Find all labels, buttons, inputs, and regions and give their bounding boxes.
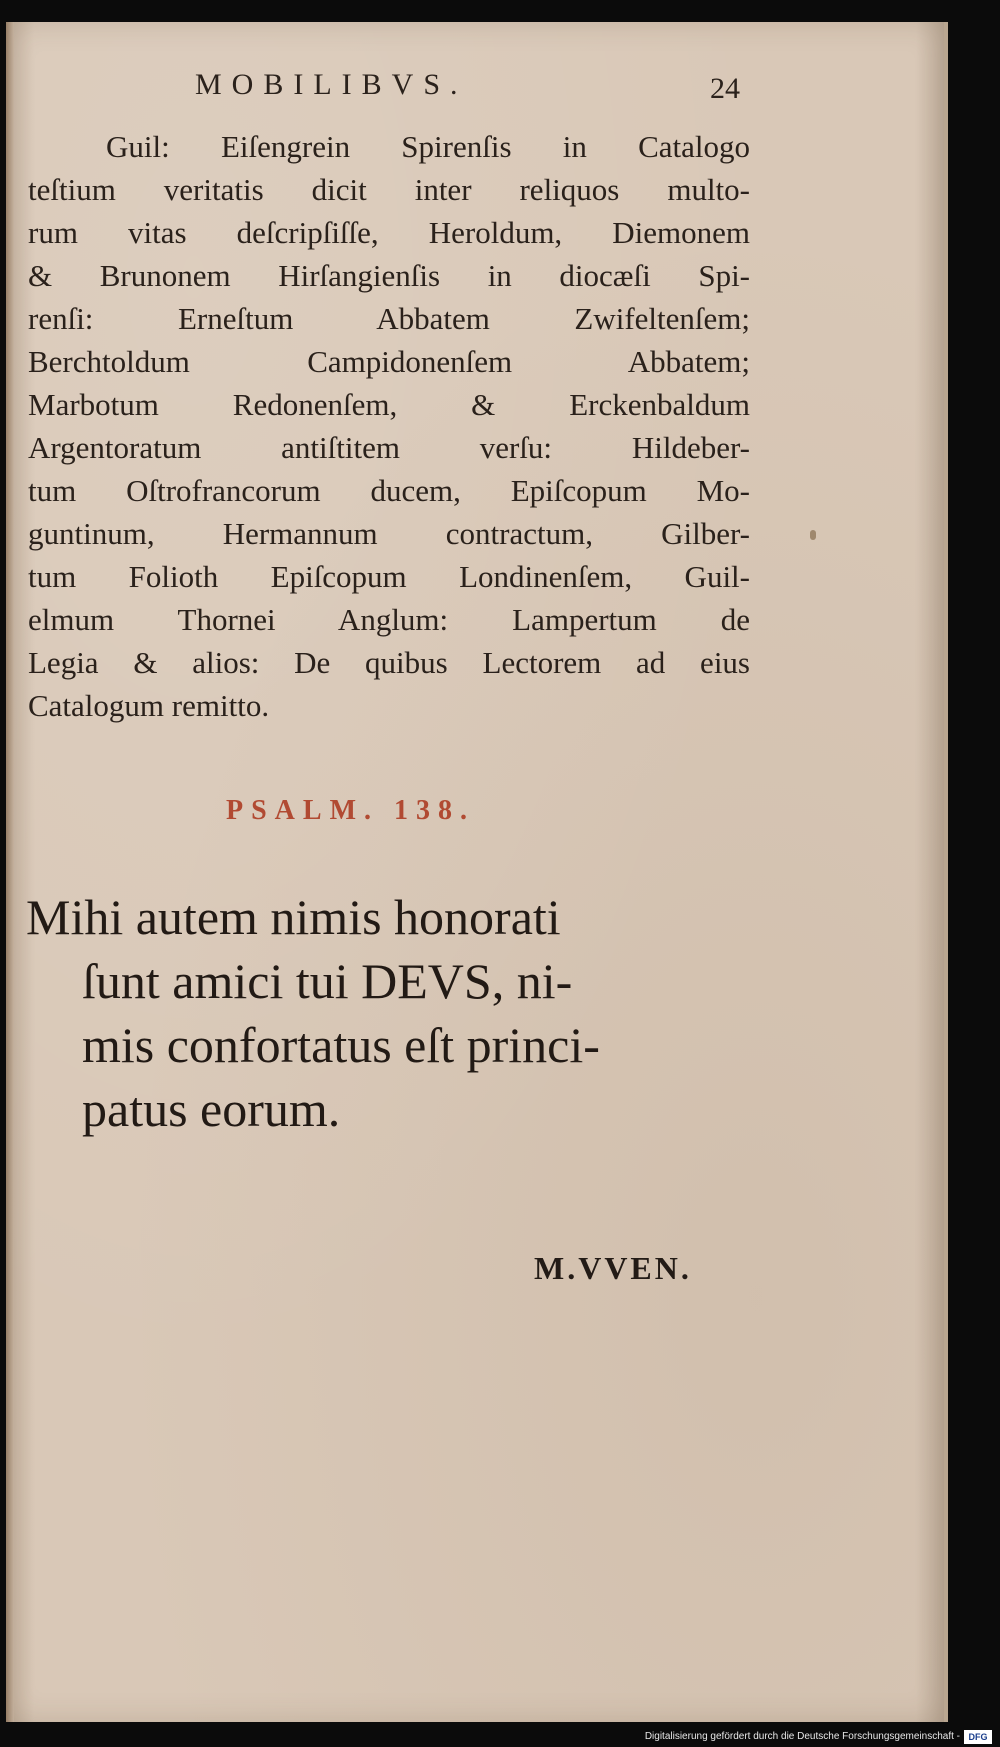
body-line: teſtium veritatis dicit inter reliquos multo- [28, 172, 750, 207]
verse-line: mis confortatus eſt princi- [82, 1017, 600, 1073]
ink-spot [810, 530, 816, 540]
body-line: Guil: Eiſengrein Spirenſis in Catalogo [106, 129, 750, 164]
body-line: tum Folioth Epiſcopum Londinenſem, Guil- [28, 559, 750, 594]
body-line: Marbotum Redonenſem, & Erckenbaldum [28, 387, 750, 422]
body-line: rum vitas deſcripſiſſe, Heroldum, Diemonem [28, 215, 750, 250]
body-line: Argentoratum antiſtitem verſu: Hildeber- [28, 430, 750, 465]
page-number: 24 [710, 72, 740, 105]
verse-line: ſunt amici tui DEVS, ni- [82, 953, 573, 1009]
body-line: Catalogum remitto. [28, 688, 270, 723]
running-head: MOBILIBVS. [195, 68, 468, 101]
body-line: & Brunonem Hirſangienſis in diocæſi Spi- [28, 258, 750, 293]
verse-line: Mihi autem nimis honorati [26, 889, 561, 945]
body-line: elmum Thornei Anglum: Lampertum de [28, 602, 750, 637]
psalm-heading: PSALM. 138. [226, 795, 475, 826]
body-line: Berchtoldum Campidonenſem Abbatem; [28, 344, 750, 379]
body-line: renſi: Erneſtum Abbatem Zwifeltenſem; [28, 301, 750, 336]
body-line: tum Oſtrofrancorum ducem, Epiſcopum Mo- [28, 473, 750, 508]
verse-line: patus eorum. [82, 1081, 341, 1137]
body-paragraph [28, 125, 750, 727]
body-line: Legia & alios: De quibus Lectorem ad eius [28, 645, 750, 680]
psalm-verse [26, 885, 746, 1141]
page-header [195, 68, 755, 108]
dfg-logo-icon: DFG [964, 1730, 992, 1744]
digitization-credit: Digitalisierung gefördert durch die Deutsche Forschungsgemeinschaft - [644, 1731, 960, 1742]
author-signature: M.VVEN. [534, 1250, 692, 1286]
body-line: guntinum, Hermannum contractum, Gilber- [28, 516, 750, 551]
page-gutter-edge [6, 22, 14, 1722]
